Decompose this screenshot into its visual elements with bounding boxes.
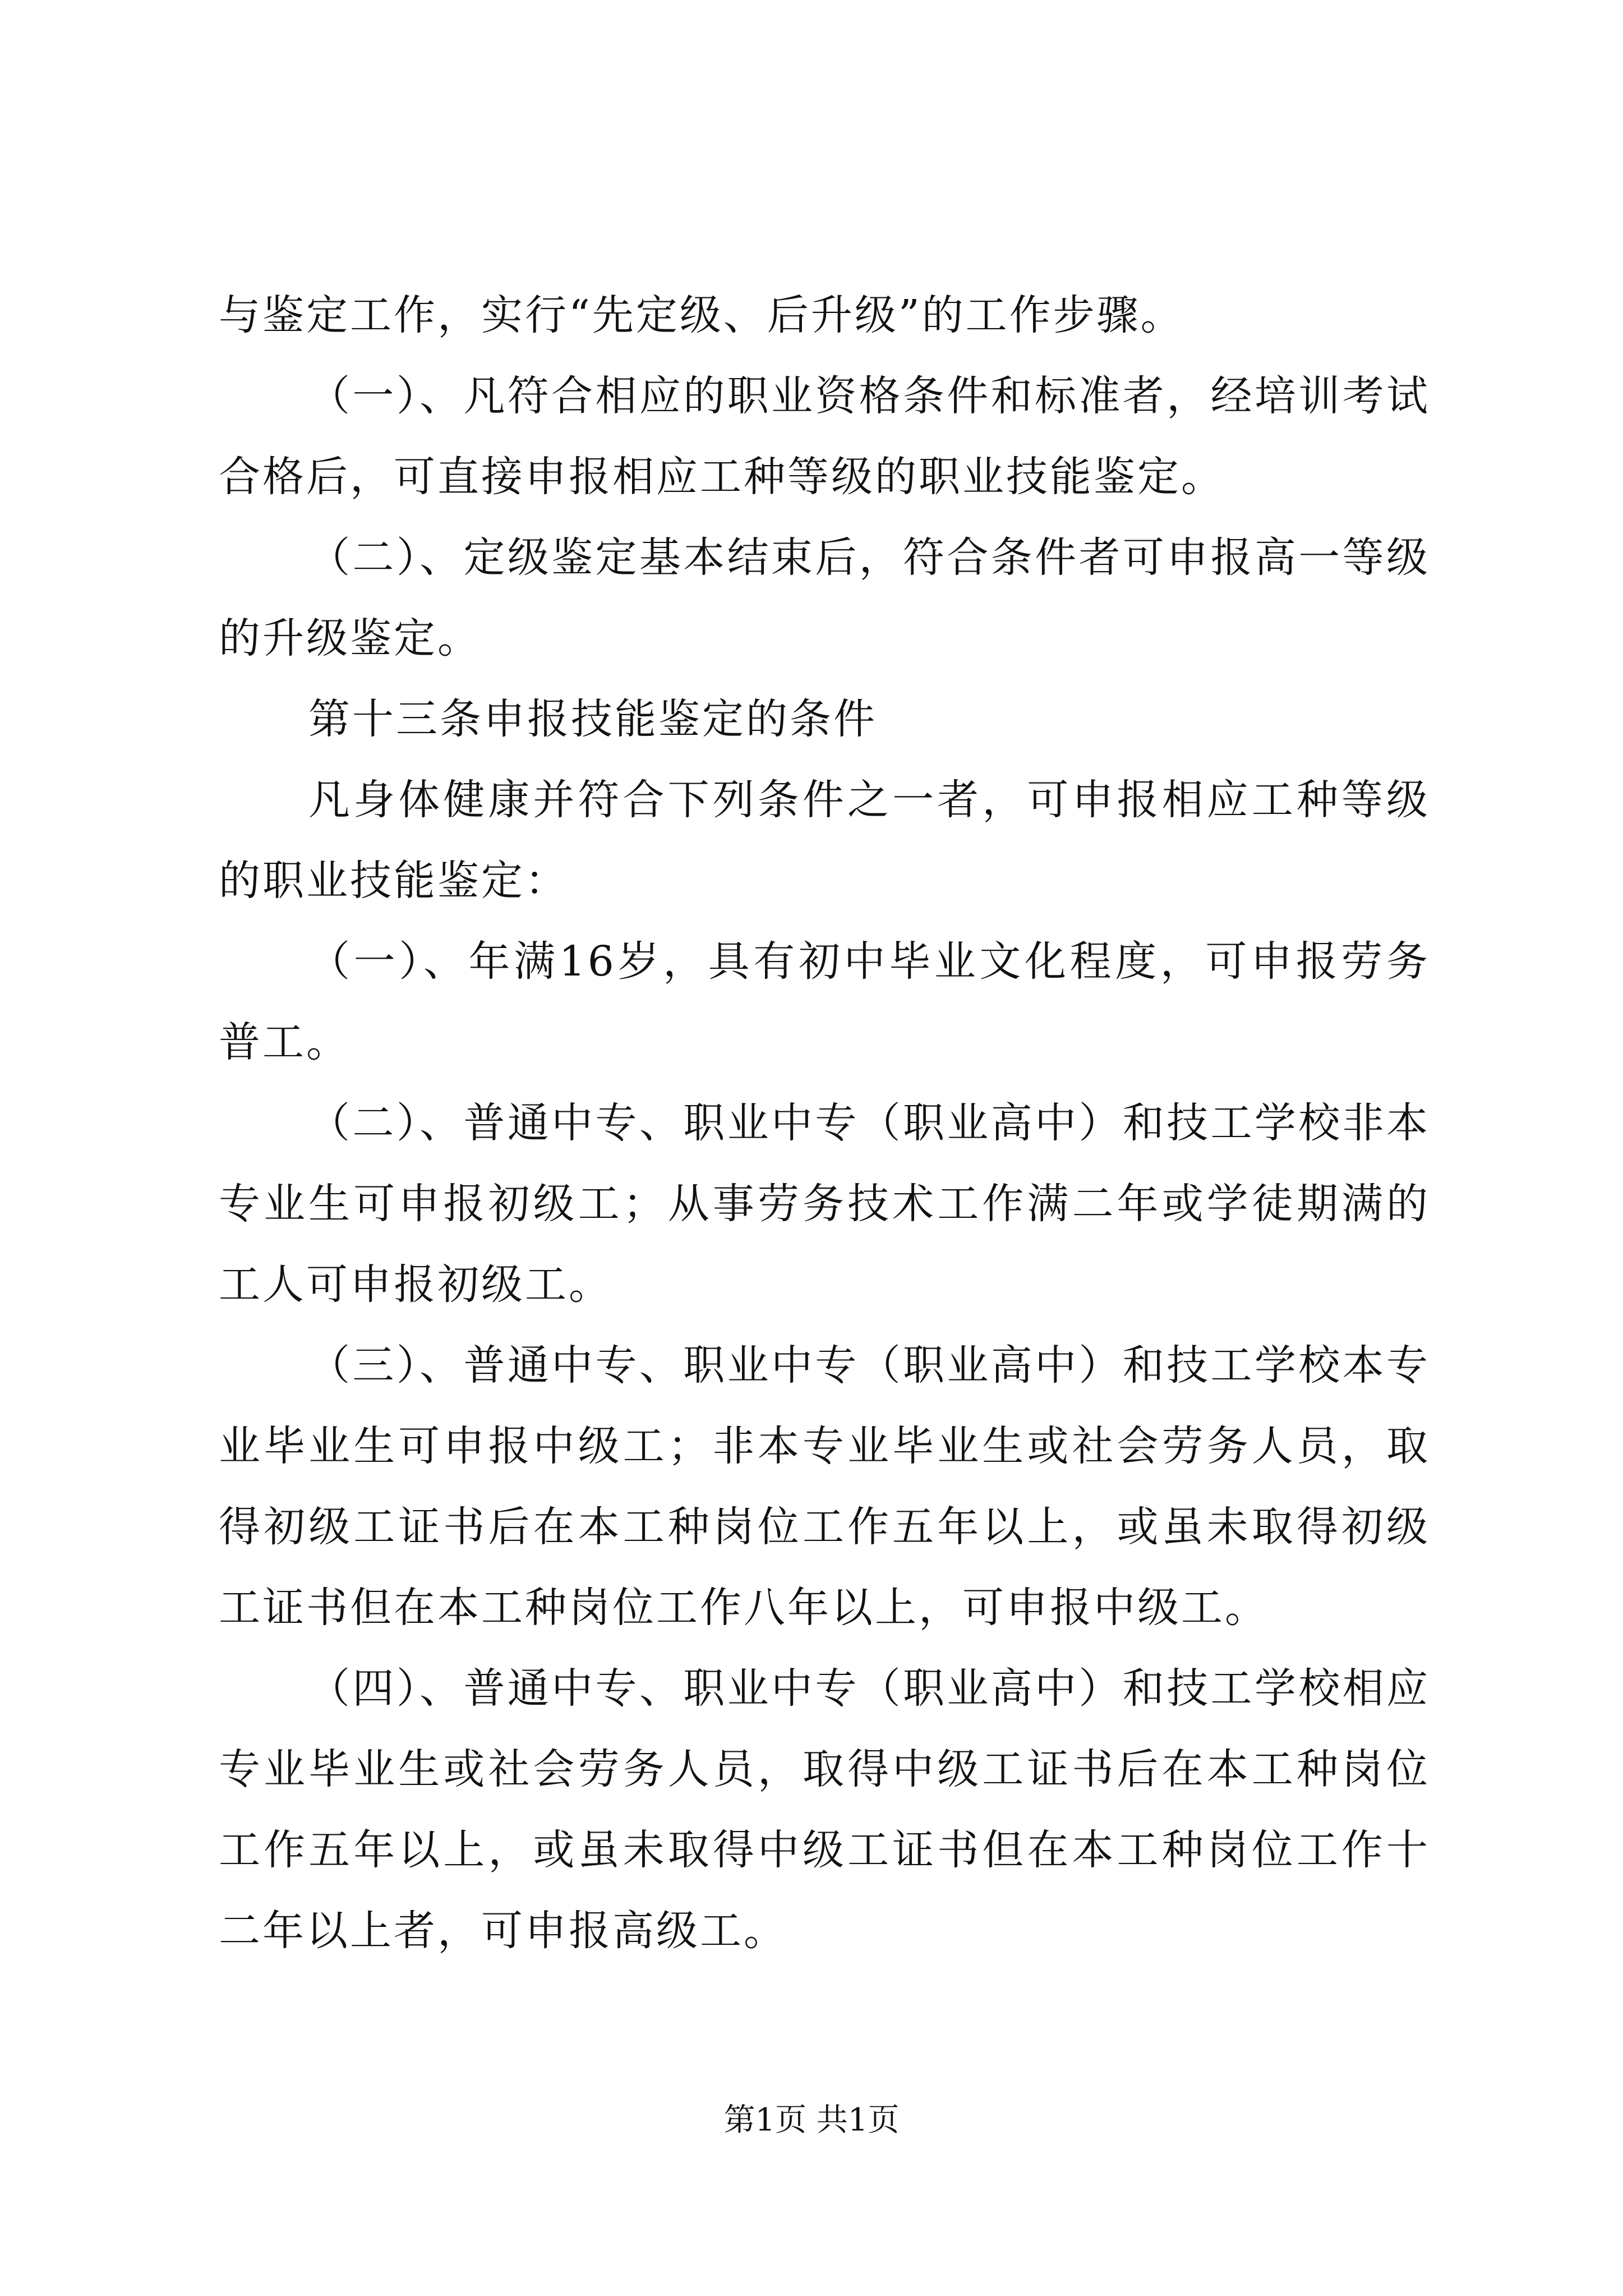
paragraph-condition-3: （三）、普通中专、职业中专（职业高中）和技工学校本专业毕业生可申报中级工；非本专业毕业生或社会劳务人员，取得初级工证书后在本工种岗位工作五年以上，或虽未取得初级工证书但在本工种岗位工作八年以上，可申报中级工。 — [219, 1341, 1430, 1632]
paragraph-intro: 凡身体健康并符合下列条件之一者，可申报相应工种等级的职业技能鉴定： — [219, 776, 1430, 905]
paragraph-condition-2: （二）、普通中专、职业中专（职业高中）和技工学校非本专业生可申报初级工；从事劳务技术工作满二年或学徒期满的工人可申报初级工。 — [219, 1099, 1430, 1309]
paragraph-item-1: （一）、凡符合相应的职业资格条件和标准者，经培训考试合格后，可直接申报相应工种等级的职业技能鉴定。 — [219, 372, 1430, 501]
page-footer: 第1页 共1页 — [723, 2102, 900, 2138]
article-heading: 第十三条申报技能鉴定的条件 — [308, 695, 877, 743]
paragraph-item-2: （二）、定级鉴定基本结束后，符合条件者可申报高一等级的升级鉴定。 — [219, 533, 1430, 662]
paragraph-condition-1: （一）、年满16岁，具有初中毕业文化程度，可申报劳务普工。 — [219, 937, 1430, 1066]
paragraph-continuation: 与鉴定工作，实行“先定级、后升级”的工作步骤。 — [219, 291, 1184, 339]
paragraph-condition-4: （四）、普通中专、职业中专（职业高中）和技工学校相应专业毕业生或社会劳务人员，取得中级工证书后在本工种岗位工作五年以上，或虽未取得中级工证书但在本工种岗位工作十二年以上者，可申报高级工。 — [219, 1664, 1430, 1955]
document-body — [219, 275, 1430, 1971]
